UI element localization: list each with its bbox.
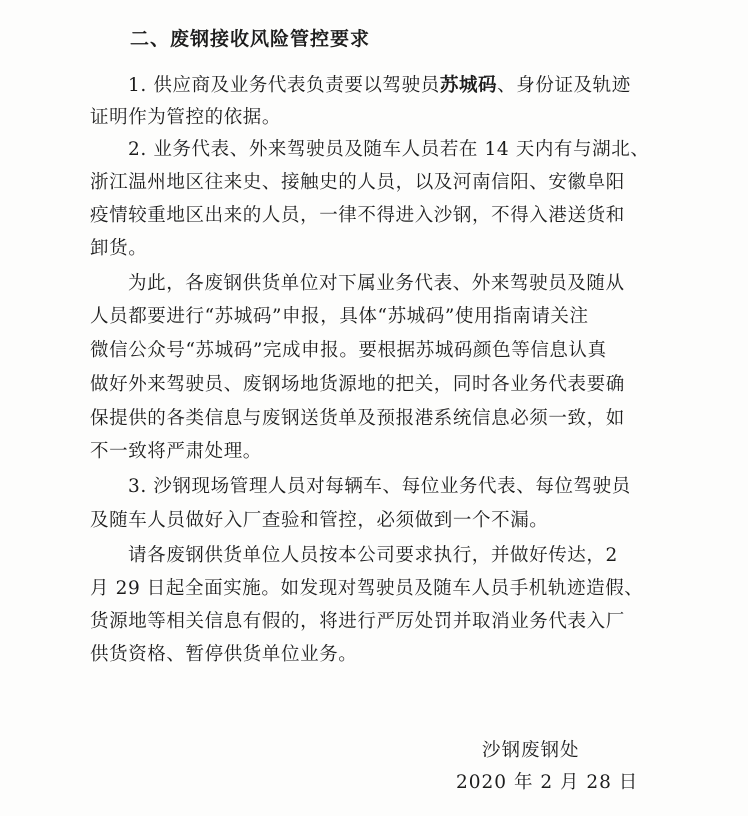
item3-line-1: 3. 沙钢现场管理人员对每辆车、每位业务代表、每位驾驶员 xyxy=(128,476,631,497)
item1-text-after: 、身份证及轨迹 xyxy=(497,75,631,96)
item1-highlight: 苏城码 xyxy=(439,75,498,96)
closing-line-3: 货源地等相关信息有假的，将进行严厉处罚并取消业务代表入厂 xyxy=(90,611,625,632)
note-line-3: 微信公众号“苏城码”完成申报。要根据苏城码颜色等信息认真 xyxy=(90,340,607,361)
note-line-6: 不一致将严肃处理。 xyxy=(90,441,262,462)
note-line-2: 人员都要进行“苏城码”申报，具体“苏城码”使用指南请关注 xyxy=(90,306,589,327)
signature-date: 2020 年 2 月 28 日 xyxy=(456,772,639,793)
item1-text-before: 1. 供应商及业务代表负责要以驾驶员 xyxy=(128,75,440,96)
section-heading: 二、废钢接收风险管控要求 xyxy=(130,28,371,50)
item1-line-1 xyxy=(128,71,631,97)
item3-line-2: 及随车人员做好入厂查验和管控，必须做到一个不漏。 xyxy=(90,510,549,531)
note-line-4: 做好外来驾驶员、废钢场地货源地的把关，同时各业务代表要确 xyxy=(90,374,625,395)
item1-line-2: 证明作为管控的依据。 xyxy=(90,107,282,128)
signature-org: 沙钢废钢处 xyxy=(482,740,580,761)
item2-line-2: 浙江温州地区往来史、接触史的人员，以及河南信阳、安徽阜阳 xyxy=(90,172,625,193)
item2-line-1: 2. 业务代表、外来驾驶员及随车人员若在 14 天内有与湖北、 xyxy=(128,139,650,160)
closing-line-2: 月 29 日起全面实施。如发现对驾驶员及随车人员手机轨迹造假、 xyxy=(90,578,644,599)
closing-line-4: 供货资格、暂停供货单位业务。 xyxy=(90,644,358,665)
item2-line-3: 疫情较重地区出来的人员，一律不得进入沙钢，不得入港送货和 xyxy=(90,205,625,226)
note-line-5: 保提供的各类信息与废钢送货单及预报港系统信息必须一致，如 xyxy=(90,408,625,429)
note-line-1: 为此，各废钢供货单位对下属业务代表、外来驾驶员及随从 xyxy=(128,273,625,294)
item2-line-4: 卸货。 xyxy=(90,238,148,259)
closing-line-1: 请各废钢供货单位人员按本公司要求执行，并做好传达，2 xyxy=(128,545,618,566)
